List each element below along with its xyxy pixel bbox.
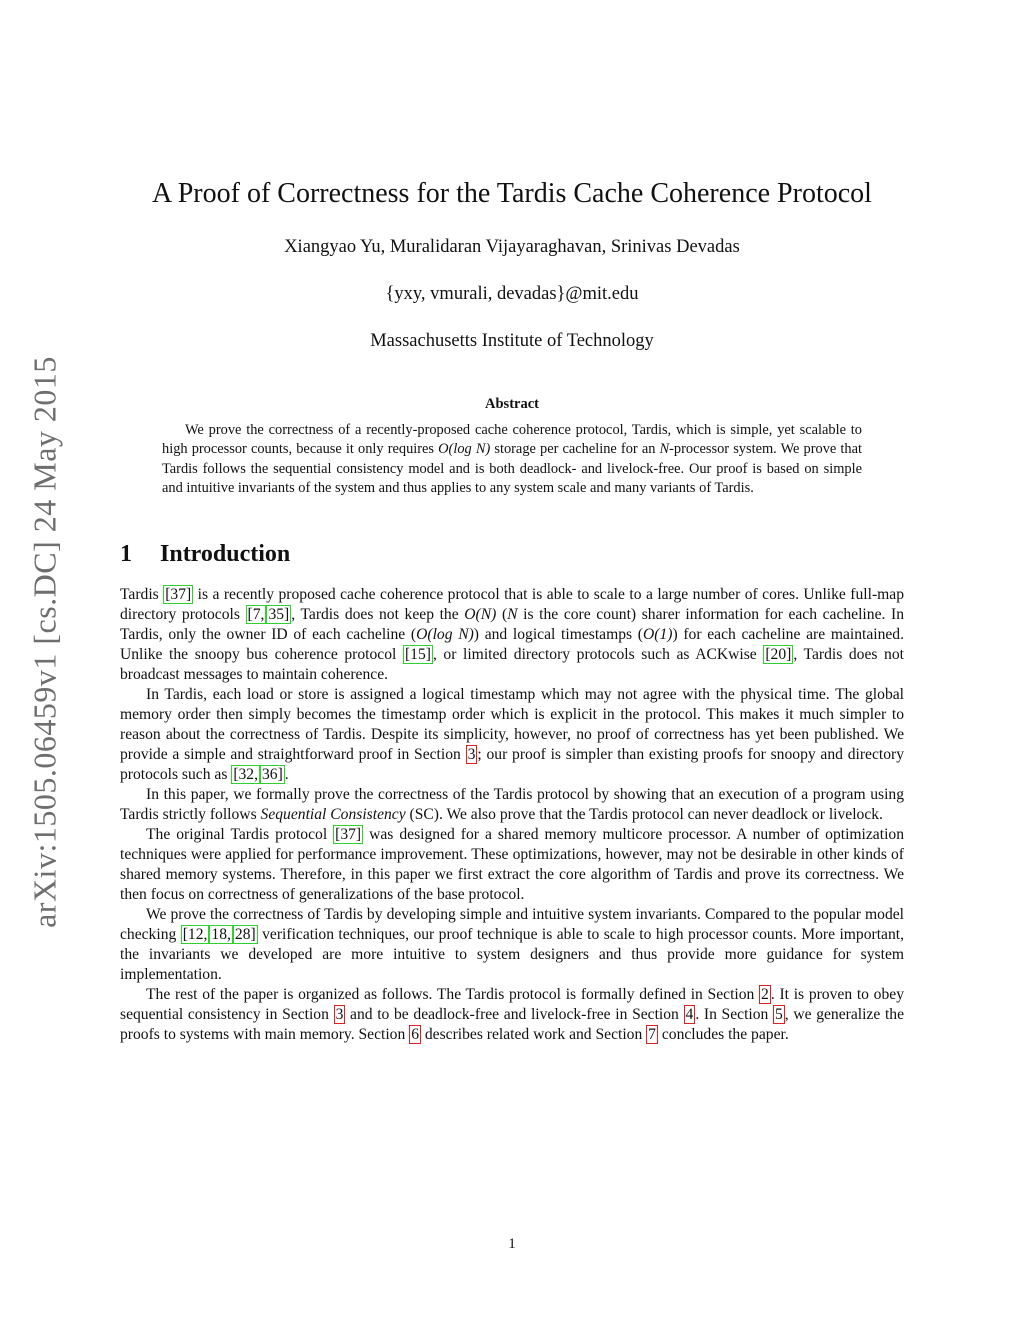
section-title: Introduction (160, 541, 291, 567)
paragraph: In this paper, we formally prove the correctness of the Tardis protocol by showing that an execution of a program using Tardis strictly follows Sequential Consistency (SC). We also prove that the Tardis protocol can never deadlock or livelock. (120, 786, 904, 823)
paper-title: A Proof of Correctness for the Tardis Cache Coherence Protocol (152, 178, 872, 209)
citation-link[interactable]: [32, (233, 766, 258, 783)
introduction-body (120, 585, 904, 1045)
section-reference-link[interactable]: 7 (648, 1026, 656, 1043)
paragraph: The original Tardis protocol [37] was designed for a shared memory multicore processor. A number of optimization techniques were applied for performance improvement. These optimizations, however, may not be desirable in other kinds of shared memory systems. Therefore, in this paper we first extract the core algorithm of Tardis and prove its correctness. We then focus on correctness of generalizations of the base protocol. (120, 826, 904, 903)
math-inline: O(1) (643, 626, 673, 643)
citation-link[interactable]: 18, (211, 926, 231, 943)
math-inline: N (507, 606, 518, 623)
math-inline: O(N) (464, 606, 497, 623)
citation-link[interactable]: [7, (247, 606, 265, 623)
page-number: 1 (508, 1236, 516, 1252)
section-reference-link[interactable]: 4 (685, 1006, 694, 1023)
citation-link[interactable]: [15] (404, 646, 431, 663)
citation-link[interactable]: [20] (765, 646, 792, 663)
math-inline: O(log N) (438, 441, 491, 458)
section-reference-link[interactable]: 2 (761, 986, 769, 1003)
citation-link[interactable]: 28] (234, 926, 256, 943)
abstract-body (162, 421, 862, 499)
section-reference-link[interactable]: 6 (411, 1026, 419, 1043)
paragraph: The rest of the paper is organized as follows. The Tardis protocol is formally defined in Section 2 . It is proven to obey sequential consistency in Section 3 and to be deadlock-free and livelock-free in Section 4 . In Section 5 , we generalize the proofs to systems with main memory. Section 6 describes related work and Section 7 concludes the paper. (120, 986, 904, 1043)
author-affiliation: Massachusetts Institute of Technology (370, 331, 654, 351)
citation-link[interactable]: 35] (268, 606, 290, 623)
author-emails: {yxy, vmurali, devadas}@mit.edu (385, 284, 639, 304)
citation-link[interactable]: [37] (335, 826, 362, 843)
math-inline: N (659, 441, 670, 458)
section-number: 1 (120, 541, 132, 567)
emphasis-text: Sequential Consistency (260, 806, 406, 823)
citation-link[interactable]: [37] (165, 586, 192, 603)
paragraph: We prove the correctness of Tardis by developing simple and intuitive system invariants. Compared to the popular model checking [12, 18, 28] verification techniques, our proof technique is able to scale to high processor counts. More important, the invariants we developed are more intuitive to system designers and thus provide more guidance for system implementation. (120, 906, 904, 983)
citation-link[interactable]: 36] (262, 766, 283, 783)
section-reference-link[interactable]: 3 (467, 746, 476, 763)
paragraph: Tardis [37] is a recently proposed cache coherence protocol that is able to scale to a large number of cores. Unlike full-map directory protocols [7, 35] , Tardis does not keep the O(N) (N is the core count) sharer information for each cacheline. In Tardis, only the owner ID of each cacheline (O(log N)) and logical timestamps (O(1)) for each cacheline are maintained. Unlike the snoopy bus coherence protocol [15] , or limited directory protocols such as ACKwise [20] , Tardis does not broadcast messages to maintain coherence. (120, 586, 905, 683)
abstract-paragraph: We prove the correctness of a recently-proposed cache coherence protocol, Tardis, which is simple, yet scalable to high processor counts, because it only requires O(log N) storage per cacheline for an N-processor system. We prove that Tardis follows the sequential consistency model and is both deadlock- and livelock-free. Our proof is based on simple and intuitive invariants of the system and thus applies to any system scale and many variants of Tardis. (162, 422, 862, 497)
math-inline: O(log N) (416, 626, 474, 643)
section-reference-link[interactable]: 3 (335, 1006, 344, 1023)
abstract-heading: Abstract (485, 396, 539, 412)
arxiv-identifier-stamp: arXiv:1505.06459v1 [cs.DC] 24 May 2015 (26, 356, 63, 928)
citation-link[interactable]: [12, (182, 926, 208, 943)
section-heading-introduction (120, 541, 290, 568)
paragraph: In Tardis, each load or store is assigned a logical timestamp which may not agree with the physical time. The global memory order then simply becomes the timestamp order which is explicit in the protocol. This makes it much simpler to reason about the correctness of Tardis. Despite its simplicity, however, no proof of correctness has yet been published. We provide a simple and straightforward proof in Section 3 ; our proof is simpler than existing proofs for snoopy and directory protocols such as [32, 36] . (120, 686, 904, 783)
author-list: Xiangyao Yu, Muralidaran Vijayaraghavan, Srinivas Devadas (284, 237, 740, 257)
section-reference-link[interactable]: 5 (775, 1006, 783, 1023)
